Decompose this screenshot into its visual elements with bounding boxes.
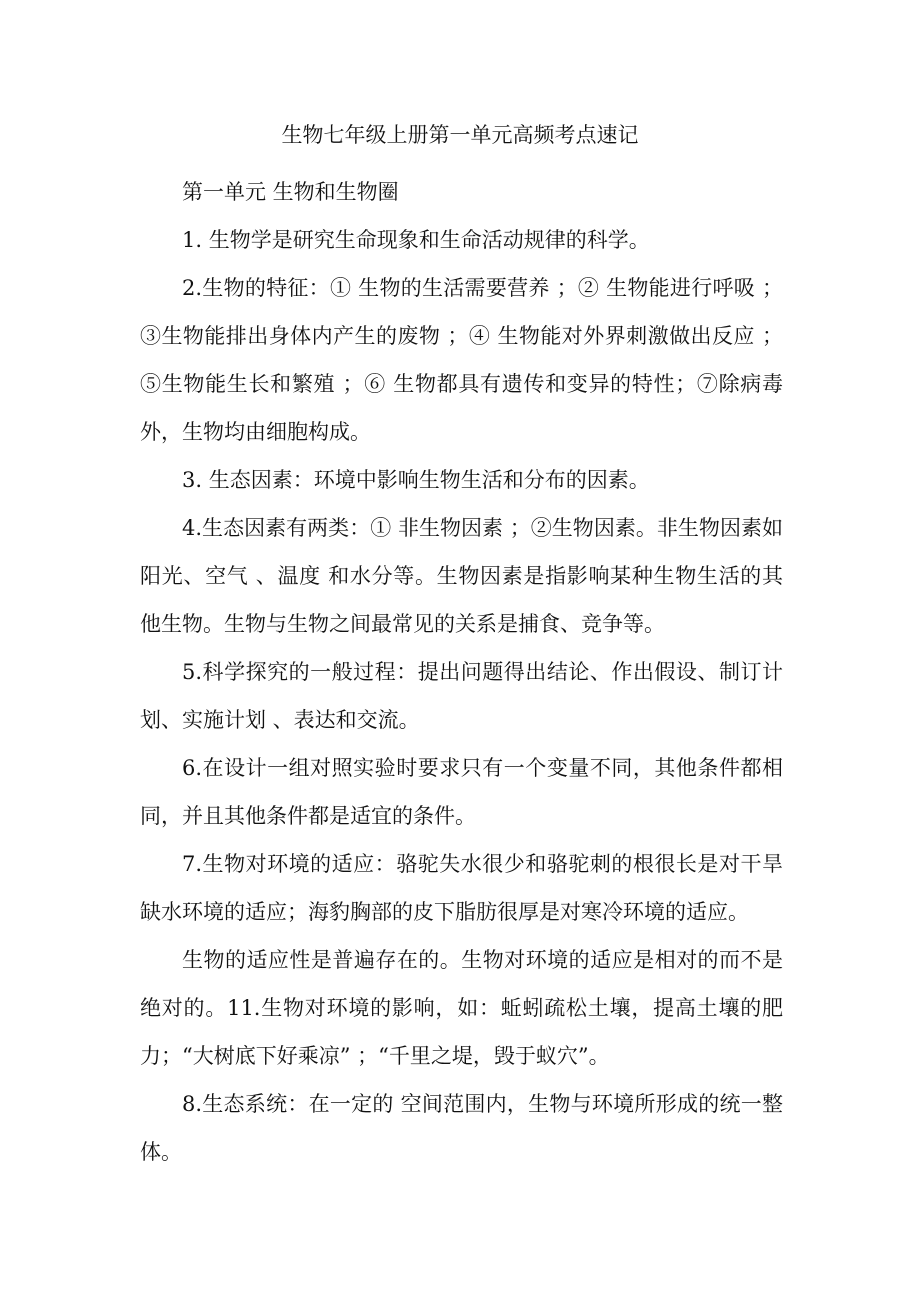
unit-heading: 第一单元 生物和生物圈 — [182, 180, 399, 204]
point-3-paragraph: 3. 生态因素：环境中影响生物生活和分布的因素。 — [182, 468, 650, 492]
point-7-paragraph: 7.生物对环境的适应：骆驼失水很少和骆驼刺的根很长是对干旱缺水环境的适应；海豹胸部的皮下脂肪很厚是对寒冷环境的适应。 — [140, 852, 783, 924]
point-5-paragraph: 5.科学探究的一般过程：提出问题得出结论、作出假设、制订计划、实施计划 、表达和交流。 — [140, 660, 783, 732]
point-8-paragraph: 8.生态系统：在一定的 空间范围内，生物与环境所形成的统一整体。 — [140, 1092, 783, 1164]
page-title: 生物七年级上册第一单元高频考点速记 — [281, 123, 639, 147]
adaptation-paragraph: 生物的适应性是普遍存在的。生物对环境的适应是相对的而不是绝对的。11.生物对环境的影响，如：蚯蚓疏松土壤，提高土壤的肥力；“大树底下好乘凉” ；“千里之堤，毁于蚁穴”。 — [140, 948, 783, 1068]
point-4-paragraph: 4.生态因素有两类：① 非生物因素 ；②生物因素。非生物因素如阳光、空气 、温度 和水分等。生物因素是指影响某种生物生活的其他生物。生物与生物之间最常见的关系是捕食、竞争等。 — [140, 516, 783, 636]
point-2-paragraph: 2.生物的特征：① 生物的生活需要营养 ；② 生物能进行呼吸 ；③生物能排出身体内产生的废物 ；④ 生物能对外界刺激做出反应 ；⑤生物能生长和繁殖 ；⑥ 生物都具有遗传和变异的特性；⑦除病毒外，生物均由细胞构成。 — [140, 276, 783, 444]
point-6-paragraph: 6.在设计一组对照实验时要求只有一个变量不同，其他条件都相同，并且其他条件都是适宜的条件。 — [140, 756, 783, 828]
document-body — [140, 168, 783, 1176]
point-1-paragraph: 1. 生物学是研究生命现象和生命活动规律的科学。 — [182, 228, 650, 252]
